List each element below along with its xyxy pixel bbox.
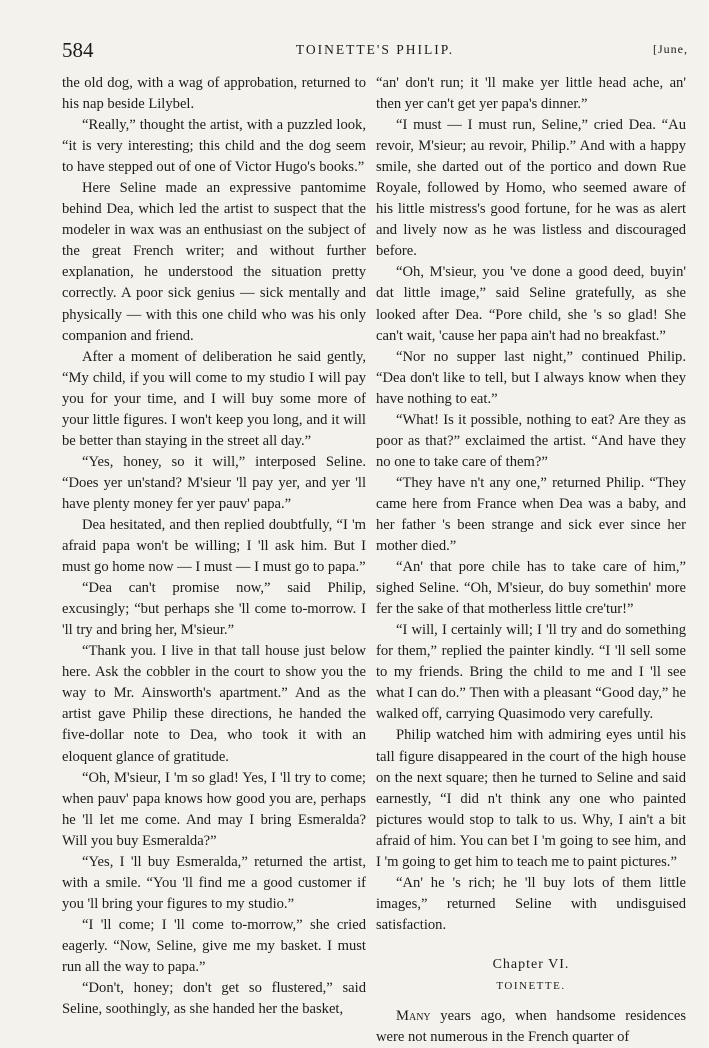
paragraph: “An' he 's rich; he 'll buy lots of them little images,” returned Seline with undisguised satisfaction. [376, 874, 686, 933]
issue-month: [June, [653, 42, 688, 56]
paragraph: “Don't, honey; don't get so flustered,” said Seline, soothingly, as she handed her the basket, [62, 980, 366, 1018]
paragraph: “I will, I certainly will; I 'll try and do something for them,” replied the painter kindly. “I 'll sell some to my friends. Bring the child to me and I 'll see what I can do.” Then with a pleasant “Good day,” he walked off, carrying Quasimodo very carefully. [376, 622, 686, 723]
paragraph: “Dea can't promise now,” said Philip, excusingly; “but perhaps she 'll come to-morrow. I 'll try and bring her, M'sieur.” [62, 580, 366, 639]
paragraph: “Yes, I 'll buy Esmeralda,” returned the artist, with a smile. “You 'll find me a good customer if you 'll bring your figures to my studio.” [62, 853, 366, 912]
paragraph: “Nor no supper last night,” continued Philip. “Dea don't like to tell, but I always know when they have nothing to eat.” [376, 348, 686, 407]
chapter-subheading: TOINETTE. [496, 979, 566, 992]
paragraph: “I must — I must run, Seline,” cried Dea. “Au revoir, M'sieur; au revoir, Philip.” And with a happy smile, she darted out of the portico and down Rue Royale, followed by Homo, who seemed aware of his little mistress's good fortune, for he was as alert and lively now as he was listless and discouraged before. [376, 117, 686, 260]
paragraph: “I 'll come; I 'll come to-morrow,” she cried eagerly. “Now, Seline, give me my basket. I must run all the way to papa.” [62, 916, 366, 975]
paragraph: “Really,” thought the artist, with a puzzled look, “it is very interesting; this child and the dog seem to have stepped out of one of Victor Hugo's books.” [62, 117, 366, 176]
chapter-opening-text: years ago, when handsome residences were not numerous in the French quarter of [376, 1007, 686, 1045]
paragraph: “Yes, honey, so it will,” interposed Seline. “Does yer un'stand? M'sieur 'll pay yer, and yer 'll have plenty money fer yer pauv' papa.” [62, 453, 366, 512]
paragraph: “Oh, M'sieur, I 'm so glad! Yes, I 'll try to come; when pauv' papa knows how good you are, perhaps he 'll let me come. And may I bring Esmeralda? Will you buy Esmeralda?” [62, 769, 366, 849]
chapter-opening-paragraph [376, 1006, 686, 1048]
paragraph: “Thank you. I live in that tall house just below here. Ask the cobbler in the court to show you the way to Mr. Ainsworth's apartment.” And as the artist gave Philip these directions, he handed the five-dollar note to Dea, who took it with an eloquent glance of gratitude. [62, 643, 366, 765]
paragraph: “Oh, M'sieur, you 've done a good deed, buyin' dat little image,” said Seline gratefully, as she looked after Dea. “Pore child, she 's so glad! She can't wait, 'cause her papa ain't had no breakfast.” [376, 264, 686, 344]
chapter-heading: Chapter VI. [492, 956, 570, 972]
paragraph: the old dog, with a wag of approbation, returned to his nap beside Lilybel. [62, 75, 366, 113]
paragraph: Dea hesitated, and then replied doubtfully, “I 'm afraid papa won't be willing; I 'll ask him. But I must go home now — I must — I must go to papa.” [62, 516, 366, 576]
paragraph: Philip watched him with admiring eyes until his tall figure disappeared in the court of the high house on the next square; then he turned to Seline and said earnestly, “I did n't think any one who painted pictures would stop to talk to us. Why, I ain't a bit afraid of him. You can bet I 'm going to see him, and I 'm going to get him to teach me to paint pictures.” [376, 727, 686, 870]
paragraph: After a moment of deliberation he said gently, “My child, if you will come to my studio I will pay you for your time, and I will buy some more of your little figures. I won't keep you long, and it will be better than staying in the street all day.” [62, 348, 366, 449]
paragraph: “an' don't run; it 'll make yer little head ache, an' then yer can't get yer papa's dinner.” [376, 75, 686, 113]
paragraph: Here Seline made an expressive pantomime behind Dea, which led the artist to suspect that the modeler in wax was an enthusiast on the subject of the great French writer; and without further explanation, he understood the situation pretty correctly. A poor sick genius — sick mentally and physically — with this one child who was his only companion and friend. [62, 180, 366, 344]
page-number: 584 [62, 38, 94, 62]
running-header [62, 38, 688, 62]
paragraph: “An' that pore chile has to take care of him,” sighed Seline. “Oh, M'sieur, do buy somethin' more fer the sake of that motherless little cre'tur!” [376, 559, 686, 618]
running-title: TOINETTE'S PHILIP. [295, 42, 455, 57]
paragraph: “What! Is it possible, nothing to eat? Are they as poor as that?” exclaimed the artist. “And have they no one to take care of them?” [376, 411, 686, 470]
right-column [376, 73, 686, 1045]
chapter-opening-lead: Many [396, 1007, 431, 1024]
left-column [62, 73, 366, 1018]
paragraph: “They have n't any one,” returned Philip. “They came here from France when Dea was a baby, and her father 's been strange and sick ever since her mother died.” [376, 474, 686, 555]
